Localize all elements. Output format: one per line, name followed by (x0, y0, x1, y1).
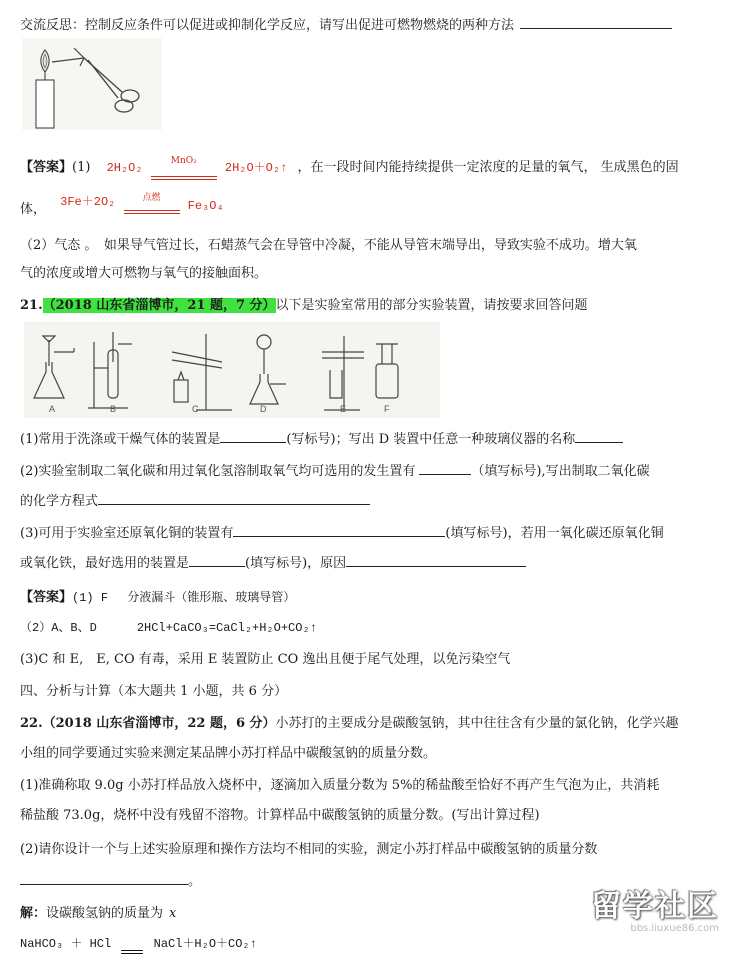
question-21-part-1: (1)常用于洗涤或干燥气体的装置是 (写标号)；写出 D 装置中任意一种玻璃仪器的名称 (20, 428, 623, 447)
answer-21-part-3: (3)C 和 E, E, CO 有毒，采用 E 装置防止 CO 逸出且便于尾气处理，以免污染空气 (20, 652, 511, 667)
question-22-part-1-line-2: 稀盐酸 73.0g，烧杯中没有残留不溶物。计算样品中碳酸氢钠的质量分数。(写出计算过程) (20, 808, 540, 823)
question-22-part-2: (2)请你设计一个与上述实验原理和操作方法均不相同的实验，测定小苏打样品中碳酸氢钠的质量分数 (20, 842, 598, 857)
solution-equation: NaHCO₃ ＋ HCl NaCl＋H₂O＋CO₂↑ (20, 934, 257, 951)
question-21-part-3: (3)可用于实验室还原氧化铜的装置有 (填写标号)，若用一氧化碳还原氧化铜 (20, 526, 664, 541)
answer-1-line: 【答案】(1) 2H₂O₂ MnO₂ 2H₂O＋O₂↑ ，在一段时间内能持续提供一定浓度的足量的氧气， 生成黑色的固 (20, 156, 679, 175)
question-22-part-1: (1)准确称取 9.0g 小苏打样品放入烧杯中，逐滴加入质量分数为 5%的稀盐酸至恰好不再产生气泡为止，共消耗 (20, 778, 660, 793)
candle-tongs-figure (22, 38, 162, 130)
answer-21-part-2: （2）A、B、D 2HCl+CaCO₃=CaCl₂+H₂O+CO₂↑ (20, 621, 317, 635)
equation-left: 3Fe＋2O₂ (60, 195, 116, 209)
apparatus-labels: A B C D E F (49, 404, 390, 414)
reflection-question: 交流反思：控制反应条件可以促进或抑制化学反应，请写出促进可燃物燃烧的两种方法 (20, 14, 672, 33)
question-21-part-3-line-2: 或氧化铁，最好选用的装置是 (填写标号)，原因 (20, 552, 526, 571)
question-21-part-2: (2)实验室制取二氧化碳和用过氧化氢溶制取氧气均可选用的发生置有 （填写标号),写出制取二氧化碳 (20, 464, 650, 479)
answer-1-line-2: 体， 3Fe＋2O₂ 点燃 Fe₃O₄ (20, 192, 224, 217)
answer-21-part-1: 【答案】(1) F 分液漏斗（锥形瓶、玻璃导管） (20, 590, 296, 605)
question-21-part-2-line-2: 的化学方程式 (20, 490, 370, 509)
source-highlight: （2018 山东省淄博市，21 题，7 分） (42, 298, 276, 313)
equation-right: 2H₂O＋O₂↑ (224, 161, 288, 175)
answer-blank (520, 16, 672, 29)
answer-2-line: （2）气态 。 如果导气管过长，石蜡蒸气会在导管中冷凝，不能从导管末端导出，导致实验不成功。增大氧 (20, 238, 637, 253)
equation-left: 2H₂O₂ (106, 161, 143, 175)
watermark-logo: 留学社区 bbs.liuxue86.com (591, 889, 719, 934)
question-21-stem: 21.（2018 山东省淄博市，21 题，7 分）以下是实验室常用的部分实验装置，请按要求回答问题 (20, 298, 588, 313)
answer-2-line-2: 气的浓度或增大可燃物与氧气的接触面积。 (20, 266, 268, 281)
question-22-part-2-blank: 。 (20, 870, 201, 889)
equation-right: Fe₃O₄ (187, 199, 224, 213)
question-22-line-2: 小组的同学要通过实验来测定某品牌小苏打样品中碳酸氢钠的质量分数。 (20, 746, 437, 761)
solution-line: 解：设碳酸氢钠的质量为 x (20, 906, 177, 921)
question-22-stem: 22.（2018 山东省淄博市，22 题，6 分）小苏打的主要成分是碳酸氢钠，其中往往含有少量的氯化钠，化学兴趣 (20, 716, 679, 731)
section-heading: 四、分析与计算（本大题共 1 小题，共 6 分） (20, 684, 288, 699)
